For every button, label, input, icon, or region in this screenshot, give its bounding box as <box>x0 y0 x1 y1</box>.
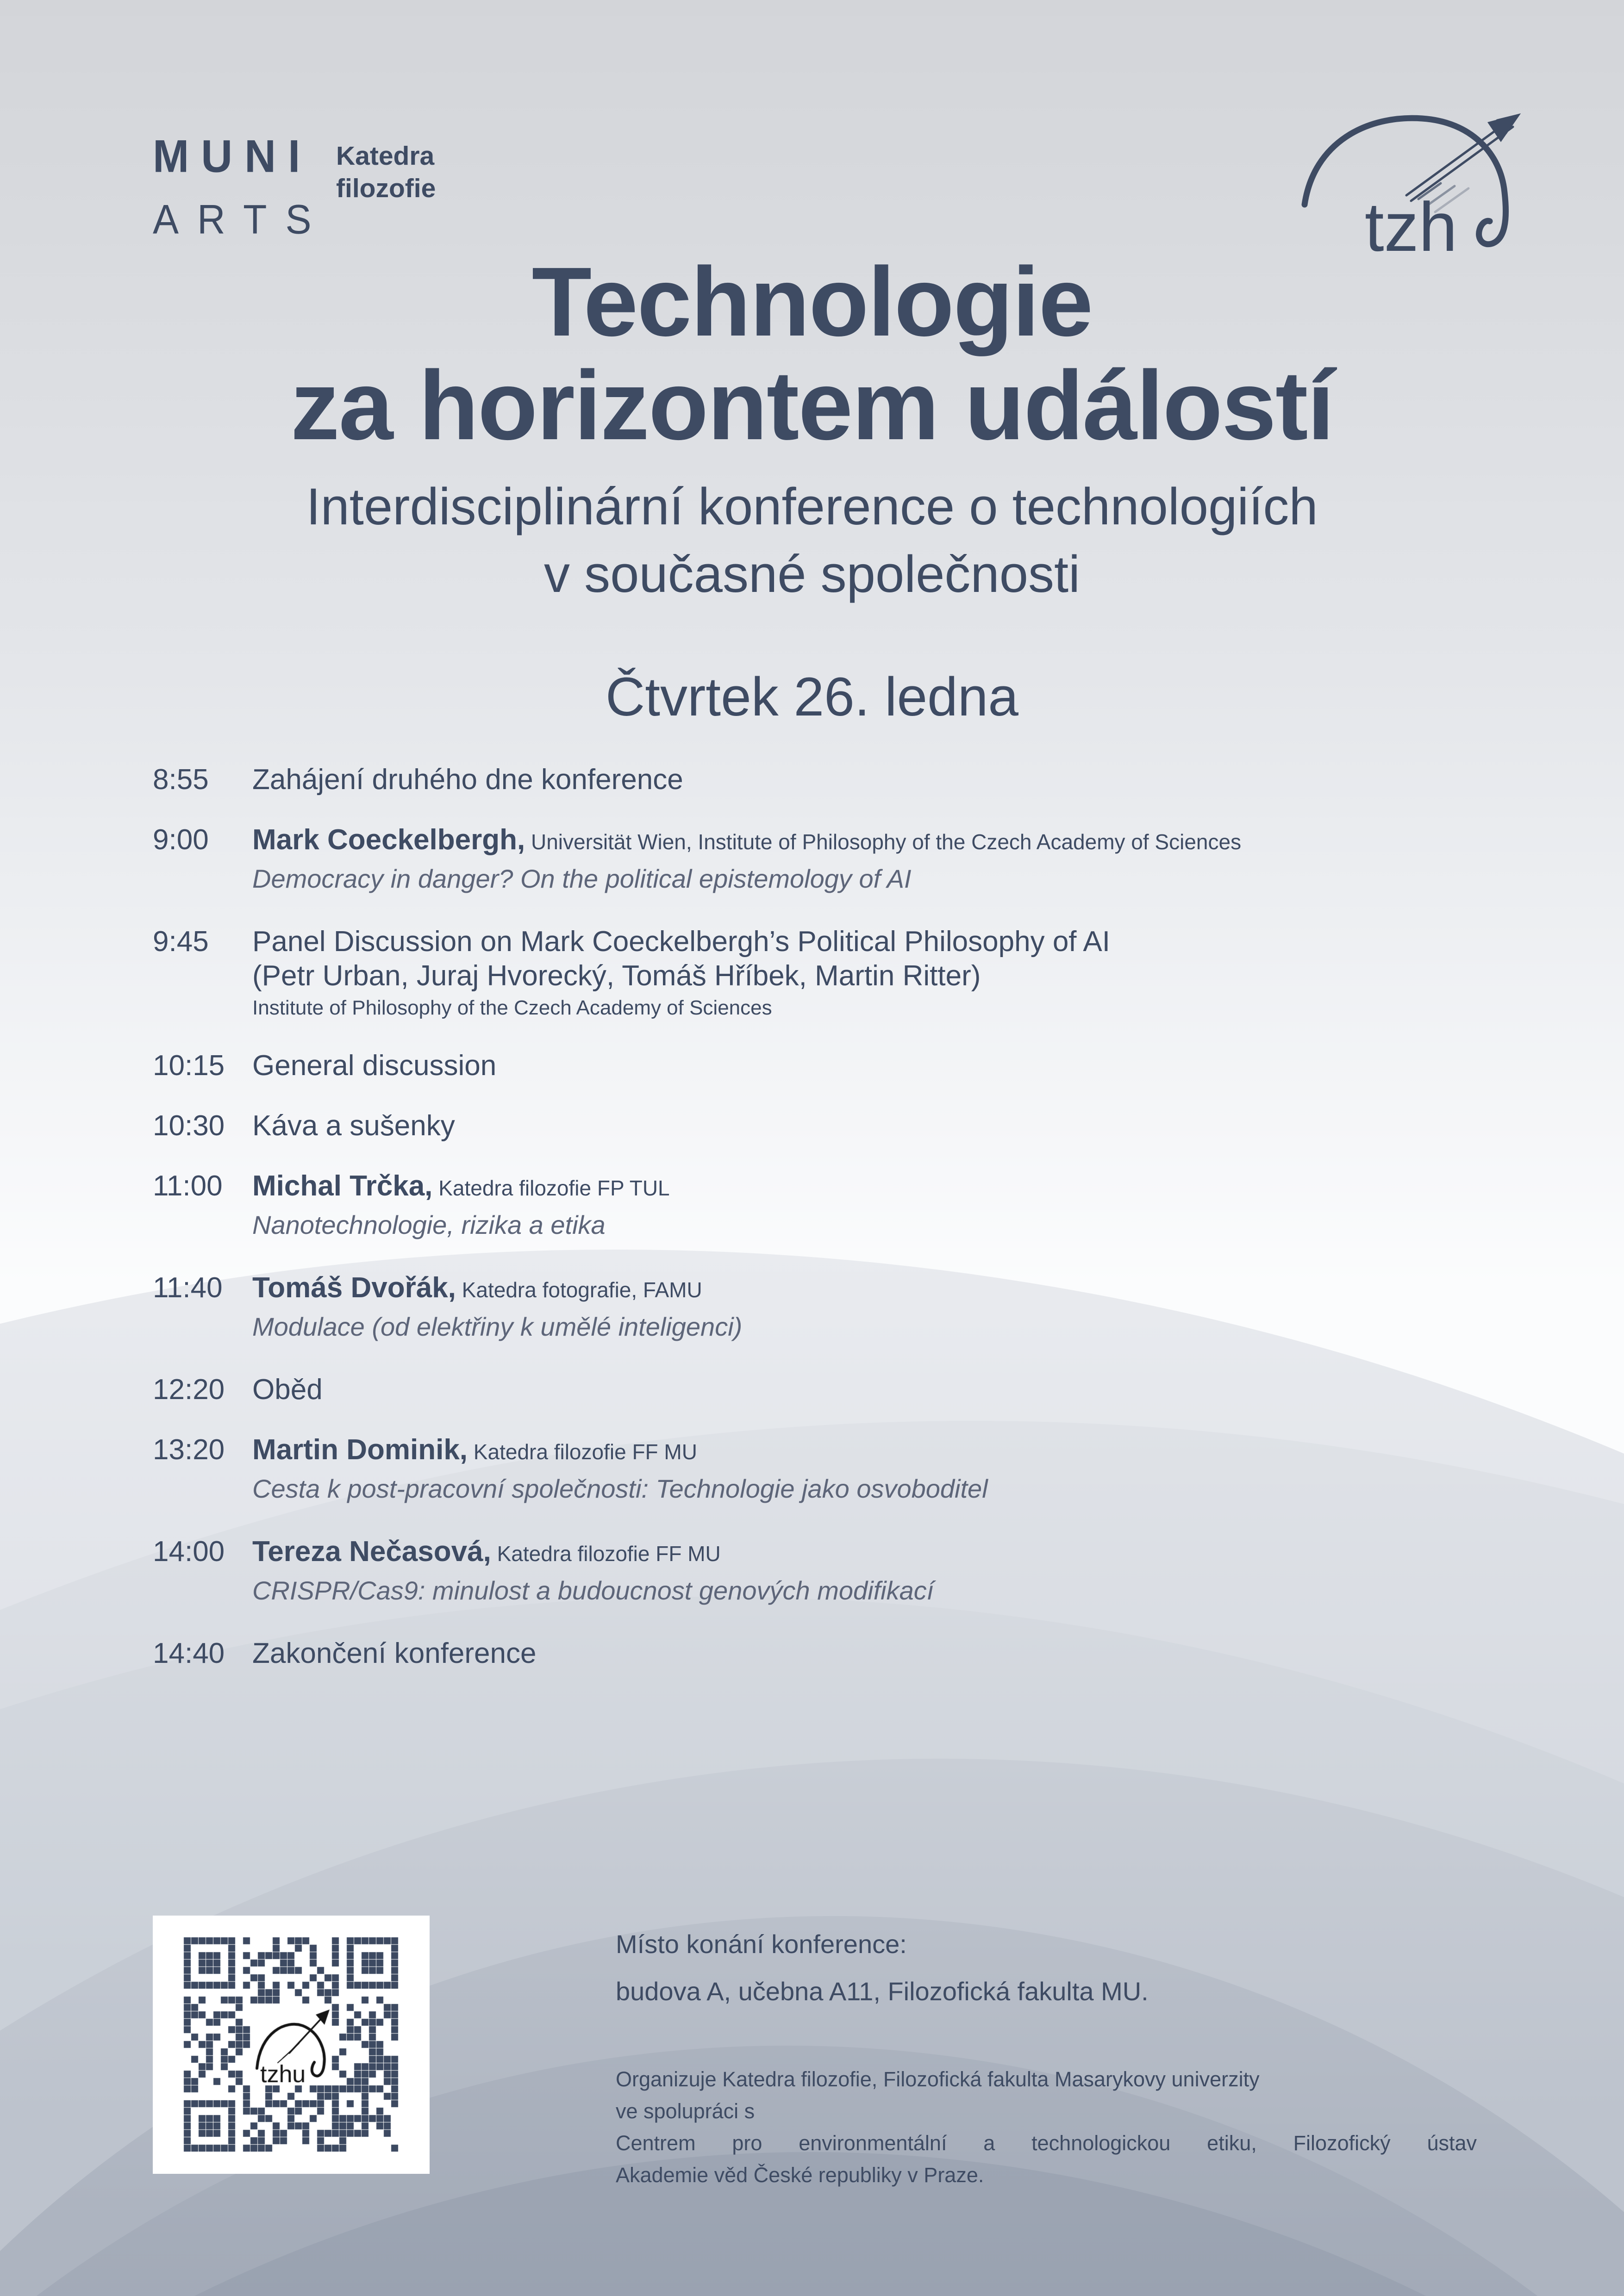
venue-block <box>616 1921 1149 2015</box>
schedule-entry-main <box>252 823 1477 859</box>
schedule-content <box>252 1433 1477 1509</box>
schedule-row <box>153 1049 1477 1083</box>
day-heading: Čtvrtek 26. ledna <box>605 666 1019 728</box>
schedule-row <box>153 925 1477 1023</box>
organizer-line: ve spolupráci s <box>616 2099 755 2123</box>
poster-subtitle-line1: Interdisciplinární konference o technologiích <box>306 478 1318 535</box>
speaker-affiliation: Katedra filozofie FF MU <box>468 1440 697 1464</box>
schedule-entry-main <box>252 1535 1477 1571</box>
organizer-block <box>616 2063 1477 2191</box>
schedule-content <box>252 1535 1477 1611</box>
schedule-content <box>252 1049 1477 1083</box>
venue-label: Místo konání konference: <box>616 1929 907 1959</box>
poster-title <box>0 247 1624 460</box>
schedule-row <box>153 1373 1477 1407</box>
department-label <box>336 140 436 205</box>
muni-logo-line1: MUNI <box>153 130 312 182</box>
tzhu-logo-icon <box>1287 88 1546 264</box>
schedule-time: 10:15 <box>153 1050 225 1082</box>
schedule-time: 11:40 <box>153 1272 223 1304</box>
poster-subtitle-line2: v současné společnosti <box>543 545 1080 603</box>
qr-code-canvas <box>153 1916 430 2174</box>
speaker-name: Martin Dominik, <box>252 1434 468 1466</box>
schedule-time: 12:20 <box>153 1374 225 1406</box>
poster-title-line1: Technologie <box>531 247 1093 356</box>
venue-value: budova A, učebna A11, Filozofická fakulta MU. <box>616 1977 1149 2006</box>
schedule-content <box>252 925 1477 1023</box>
talk-title: Cesta k post-pracovní společnosti: Technologie jako osvoboditel <box>252 1474 988 1503</box>
department-line1: Katedra <box>336 141 435 171</box>
schedule-time: 14:00 <box>153 1536 225 1568</box>
qr-code <box>153 1916 430 2174</box>
speaker-name: Tomáš Dvořák, <box>252 1272 456 1304</box>
poster-title-line2: za horizontem událostí <box>290 350 1334 460</box>
schedule-entry-main <box>252 1271 1477 1307</box>
speaker-name: Tereza Nečasová, <box>252 1536 491 1568</box>
talk-title: Nanotechnologie, rizika a etika <box>252 1210 606 1239</box>
schedule-entry-main <box>252 1433 1477 1469</box>
speaker-name: Michal Trčka, <box>252 1170 433 1202</box>
department-line2: filozofie <box>336 174 436 203</box>
schedule-entry-main: Káva a sušenky <box>252 1110 455 1142</box>
schedule-content <box>252 1271 1477 1347</box>
schedule-content <box>252 823 1477 899</box>
schedule-row <box>153 1109 1477 1143</box>
schedule-content <box>252 1636 1477 1671</box>
schedule-content <box>252 763 1477 797</box>
schedule-time: 9:45 <box>153 926 209 958</box>
schedule-row <box>153 763 1477 797</box>
muni-arts-logo <box>153 130 330 243</box>
organizer-line: Centrem pro environmentální a technologickou etiku, Filozofický ústav <box>616 2131 1477 2155</box>
organizer-line: Organizuje Katedra filozofie, Filozofická fakulta Masarykovy univerzity <box>616 2067 1260 2091</box>
schedule-content <box>252 1373 1477 1407</box>
talk-title: Modulace (od elektřiny k umělé inteligenci) <box>252 1312 743 1341</box>
schedule-list <box>153 763 1477 1697</box>
schedule-time: 11:00 <box>153 1170 223 1202</box>
schedule-content <box>252 1169 1477 1245</box>
schedule-entry-main <box>252 1169 1477 1205</box>
speaker-affiliation: Universität Wien, Institute of Philosophy of the Czech Academy of Sciences <box>525 830 1242 854</box>
schedule-row <box>153 1169 1477 1245</box>
speaker-affiliation: Katedra filozofie FP TUL <box>432 1176 670 1200</box>
tzhu-logo-text: tzh <box>1364 188 1458 264</box>
schedule-row <box>153 1433 1477 1509</box>
schedule-entry-main: Zakončení konference <box>252 1637 537 1669</box>
muni-logo-line2: ARTS <box>153 196 330 243</box>
schedule-content <box>252 1109 1477 1143</box>
schedule-time: 9:00 <box>153 824 209 856</box>
speaker-affiliation: Katedra filozofie FF MU <box>491 1542 721 1566</box>
schedule-time: 13:20 <box>153 1434 225 1466</box>
tzhu-logo <box>1287 88 1546 266</box>
schedule-entry-main: Zahájení druhého dne konference <box>252 764 683 796</box>
schedule-entry-main: Oběd <box>252 1374 323 1406</box>
poster-subtitle <box>0 473 1624 608</box>
schedule-row <box>153 823 1477 899</box>
talk-title: CRISPR/Cas9: minulost a budoucnost genových modifikací <box>252 1576 934 1605</box>
schedule-row <box>153 1636 1477 1671</box>
schedule-entry-main: Panel Discussion on Mark Coeckelbergh’s Political Philosophy of AI <box>252 926 1110 958</box>
schedule-row <box>153 1271 1477 1347</box>
schedule-entry-note: Institute of Philosophy of the Czech Academy of Sciences <box>252 996 772 1019</box>
talk-title: Democracy in danger? On the political epistemology of AI <box>252 864 912 893</box>
schedule-entry-line2: (Petr Urban, Juraj Hvorecký, Tomáš Hříbek, Martin Ritter) <box>252 960 981 992</box>
schedule-time: 10:30 <box>153 1110 225 1142</box>
schedule-entry-main: General discussion <box>252 1050 497 1082</box>
schedule-time: 8:55 <box>153 764 209 796</box>
organizer-line: Akademie věd České republiky v Praze. <box>616 2163 984 2187</box>
speaker-affiliation: Katedra fotografie, FAMU <box>456 1278 702 1302</box>
speaker-name: Mark Coeckelbergh, <box>252 824 525 856</box>
schedule-row <box>153 1535 1477 1611</box>
schedule-time: 14:40 <box>153 1637 225 1669</box>
